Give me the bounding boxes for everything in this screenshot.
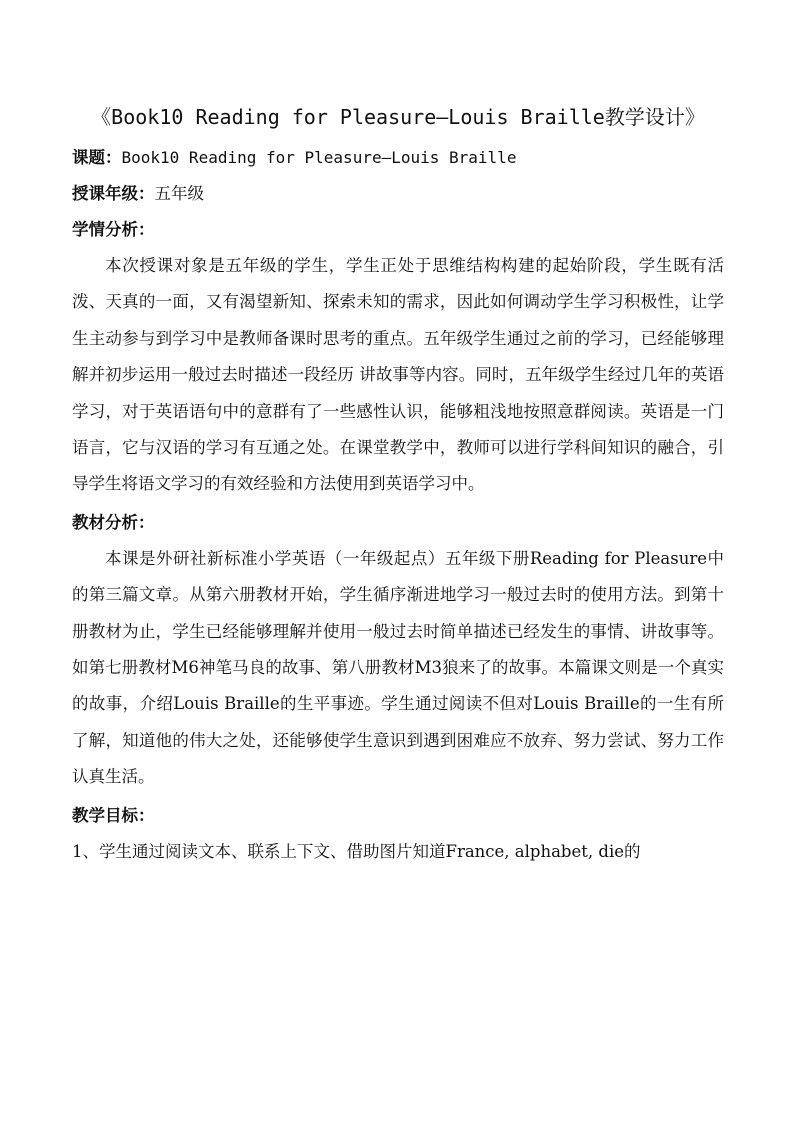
- topic-line: [72, 140, 724, 176]
- document-page: [72, 98, 724, 870]
- grade-value: 五年级: [154, 184, 204, 203]
- document-title: 《Book10 Reading for Pleasure—Louis Braille教学设计》: [91, 105, 705, 129]
- teaching-goal-item-1: 1、学生通过阅读文本、联系上下文、借助图片知道France, alphabet, die的: [72, 841, 641, 861]
- section-heading-teaching-goals: 教学目标：: [72, 805, 155, 825]
- grade-line: [72, 176, 724, 212]
- topic-value: Book10 Reading for Pleasure—Louis Braille: [121, 148, 517, 167]
- section-heading-learner-analysis: 学情分析：: [72, 220, 155, 239]
- material-analysis-paragraph: 本课是外研社新标准小学英语（一年级起点）五年级下册Reading for Pleasure中的第三篇文章。从第六册教材开始，学生循序渐进地学习一般过去时的使用方法。到第十册教材为止，学生已经能够理解并使用一般过去时简单描述已经发生的事情、讲故事等。如第七册教材M6神笔马良的故事、第八册教材M3狼来了的故事。本篇课文则是一个真实的故事，介绍Louis Braille的生平事迹。学生通过阅读不但对Louis Braille的一生有所了解，知道他的伟大之处，还能够使学生意识到遇到困难应不放弃、努力尝试、努力工作认真生活。: [72, 548, 724, 787]
- section-heading-material-analysis: 教材分析：: [72, 512, 155, 532]
- learner-analysis-paragraph: 本次授课对象是五年级的学生，学生正处于思维结构构建的起始阶段，学生既有活泼、天真的一面，又有渴望新知、探索未知的需求，因此如何调动学生学习积极性，让学生主动参与到学习中是教师备课时思考的重点。五年级学生通过之前的学习，已经能够理解并初步运用一般过去时描述一段经历 讲故事等内容。同时，五年级学生经过几年的英语学习，对于英语语句中的意群有了一些感性认识，能够粗浅地按照意群阅读。英语是一门语言，它与汉语的学习有互通之处。在课堂教学中，教师可以进行学科间知识的融合，引导学生将语文学习的有效经验和方法使用到英语学习中。: [72, 256, 724, 494]
- grade-label: 授课年级：: [72, 184, 155, 203]
- topic-label: 课题：: [72, 148, 122, 167]
